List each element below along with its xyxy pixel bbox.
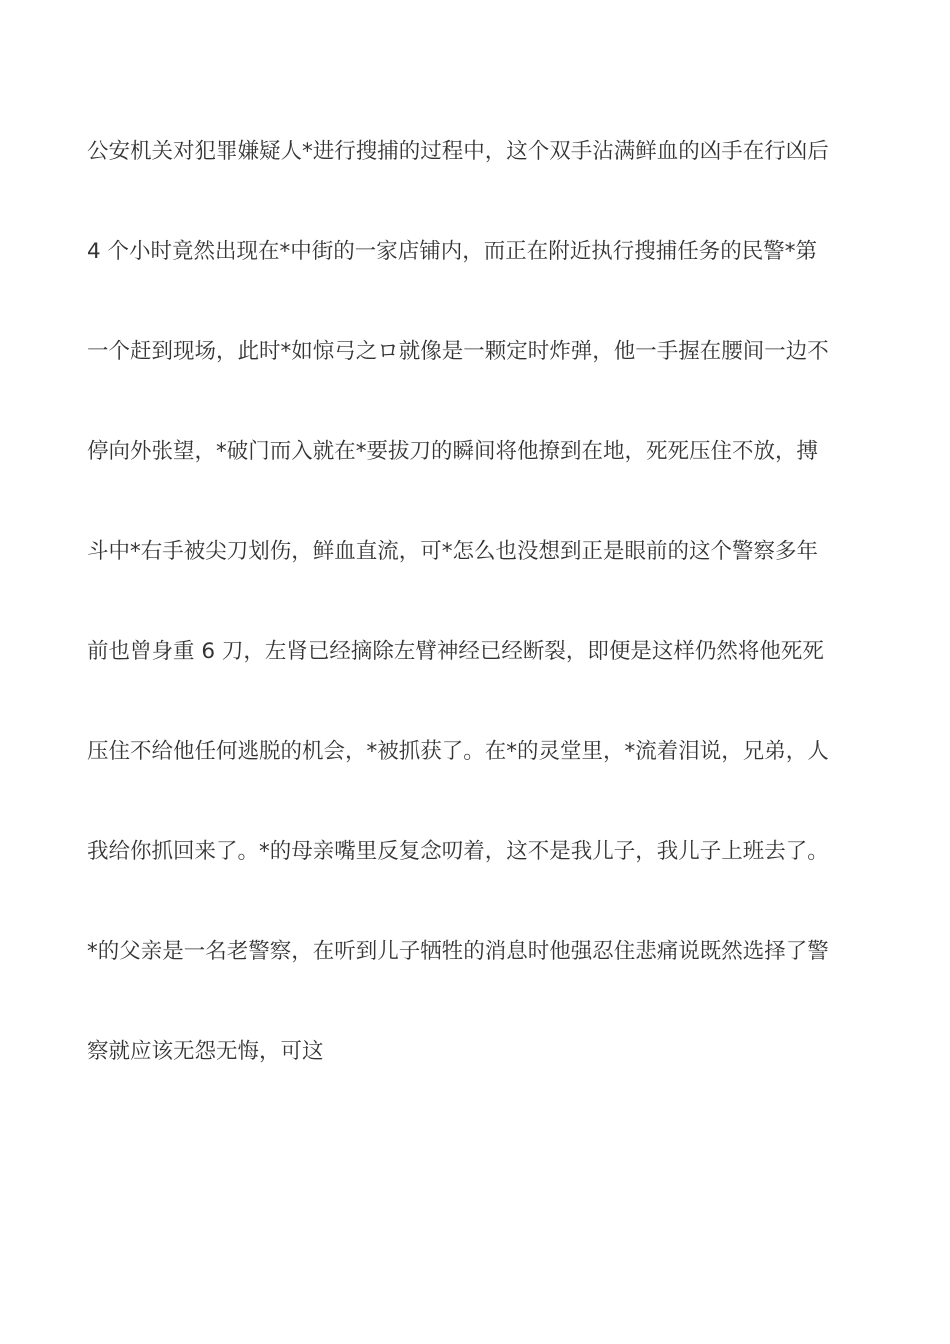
text-line: 察就应该无怨无悔，可这 [87, 1039, 324, 1064]
text-line: 公安机关对犯罪嫌疑人*进行搜捕的过程中，这个双手沾满鲜血的凶手在行凶后 [87, 139, 829, 164]
text-line: 前也曾身重 6 刀，左肾已经摘除左臂神经已经断裂，即便是这样仍然将他死死 [87, 639, 824, 664]
text-line: 压住不给他任何逃脱的机会，*被抓获了。在*的灵堂里，*流着泪说，兄弟，人 [87, 739, 829, 764]
text-line: 停向外张望，*破门而入就在*要拔刀的瞬间将他撩到在地，死死压住不放，搏 [87, 439, 819, 464]
text-line: 4 个小时竟然出现在*中街的一家店铺内，而正在附近执行搜捕任务的民警*第 [87, 239, 818, 264]
text-line: 一个赶到现场，此时*如惊弓之ロ就像是一颗定时炸弹，他一手握在腰间一边不 [87, 339, 829, 364]
text-line: 我给你抓回来了。*的母亲嘴里反复念叨着，这不是我儿子，我儿子上班去了。 [87, 839, 829, 864]
body-paragraph [87, 128, 867, 1128]
text-line: 斗中*右手被尖刀划伤，鲜血直流，可*怎么也没想到正是眼前的这个警察多年 [87, 539, 819, 564]
text-line: *的父亲是一名老警察，在听到儿子牺牲的消息时他强忍住悲痛说既然选择了警 [87, 939, 829, 964]
